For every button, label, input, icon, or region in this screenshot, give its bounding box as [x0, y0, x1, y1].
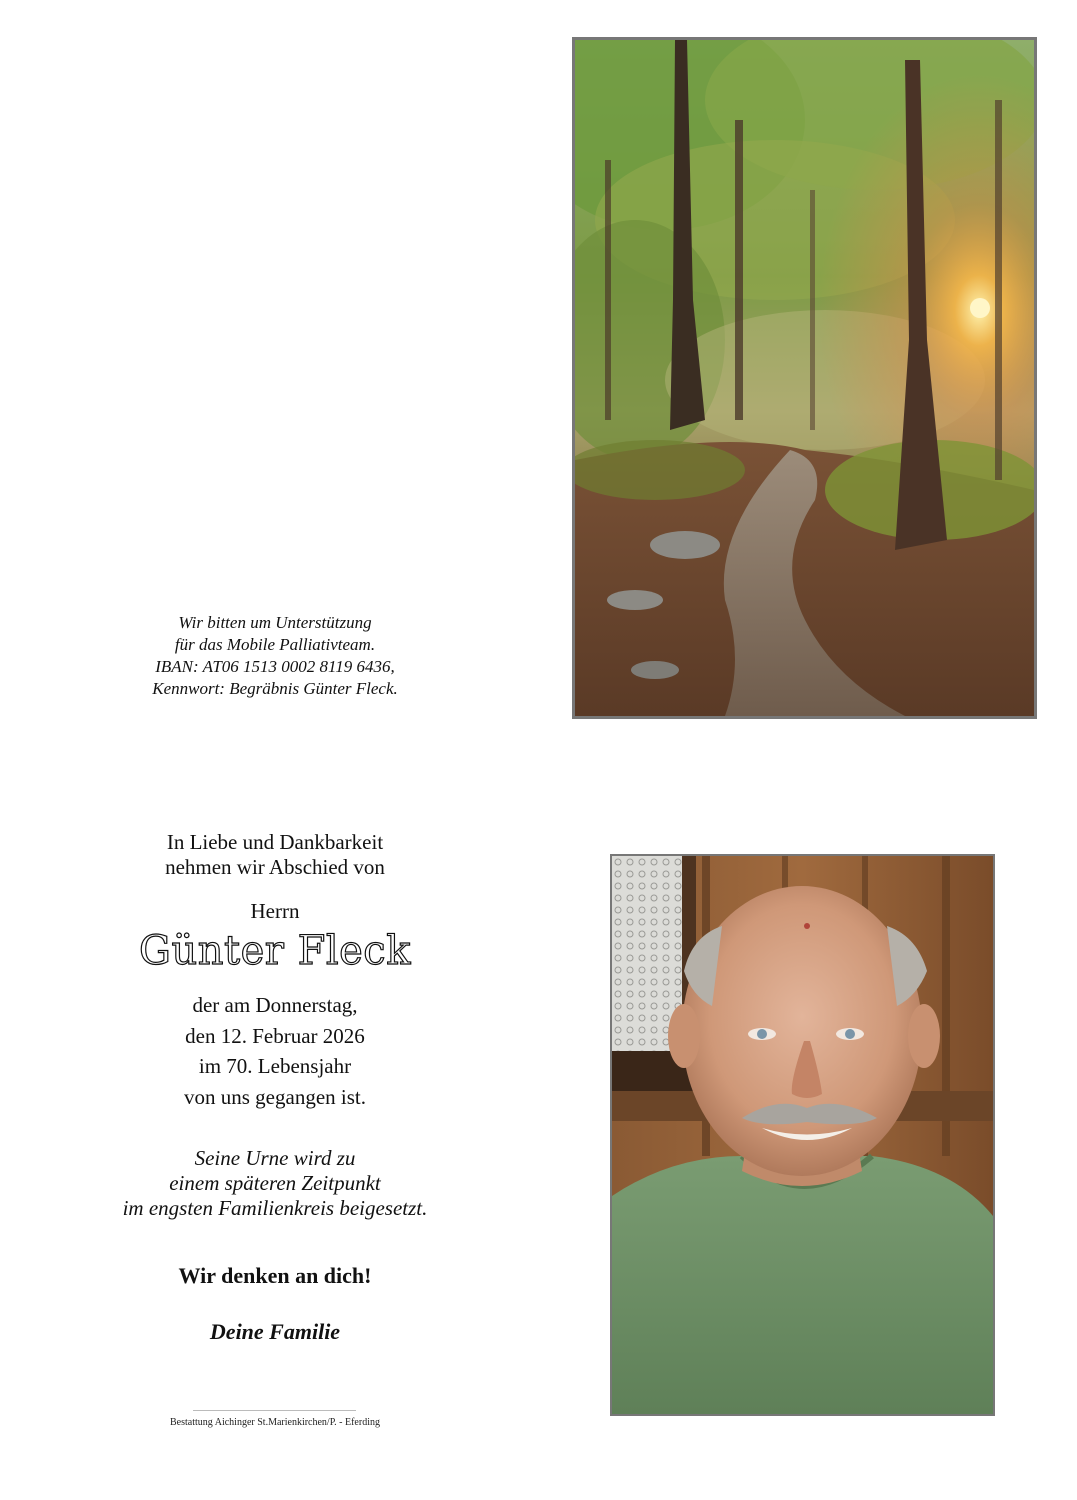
deceased-name: Günter Fleck — [139, 928, 411, 974]
intro-line: In Liebe und Dankbarkeit — [166, 830, 384, 854]
death-info-line: der am Donnerstag, — [192, 993, 358, 1017]
intro-line: nehmen wir Abschied von — [165, 855, 385, 879]
burial-line: Seine Urne wird zu — [194, 1146, 356, 1170]
funeral-home-credit: Bestattung Aichinger St.Marienkirchen/P. - Eferding — [170, 1417, 380, 1428]
death-info-line: von uns gegangen ist. — [184, 1084, 366, 1109]
donation-line: Wir bitten um Unterstützung — [178, 613, 372, 632]
burial-line: einem späteren Zeitpunkt — [169, 1171, 381, 1195]
portrait-image — [612, 856, 993, 1414]
donation-line: für das Mobile Palliativteam. — [174, 635, 376, 654]
salutation: Herrn — [250, 899, 300, 923]
farewell-intro — [100, 830, 450, 880]
forest-path-image — [575, 40, 1034, 716]
death-age: im 70. Lebensjahr — [198, 1054, 352, 1078]
family-signature: Deine Familie — [209, 1319, 341, 1344]
donation-keyword: Kennwort: Begräbnis Günter Fleck. — [152, 679, 398, 698]
farewell-message: Wir denken an dich! — [178, 1263, 372, 1288]
donation-request — [100, 612, 450, 700]
burial-line: im engsten Familienkreis beigesetzt. — [122, 1196, 428, 1220]
death-date: den 12. Februar 2026 — [185, 1023, 365, 1048]
donation-iban: IBAN: AT06 1513 0002 8119 6436, — [155, 657, 395, 676]
death-info — [100, 990, 450, 1112]
burial-notice — [80, 1146, 470, 1221]
portrait-photo — [610, 854, 995, 1416]
forest-path-photo — [572, 37, 1037, 719]
footer-divider — [193, 1410, 356, 1411]
